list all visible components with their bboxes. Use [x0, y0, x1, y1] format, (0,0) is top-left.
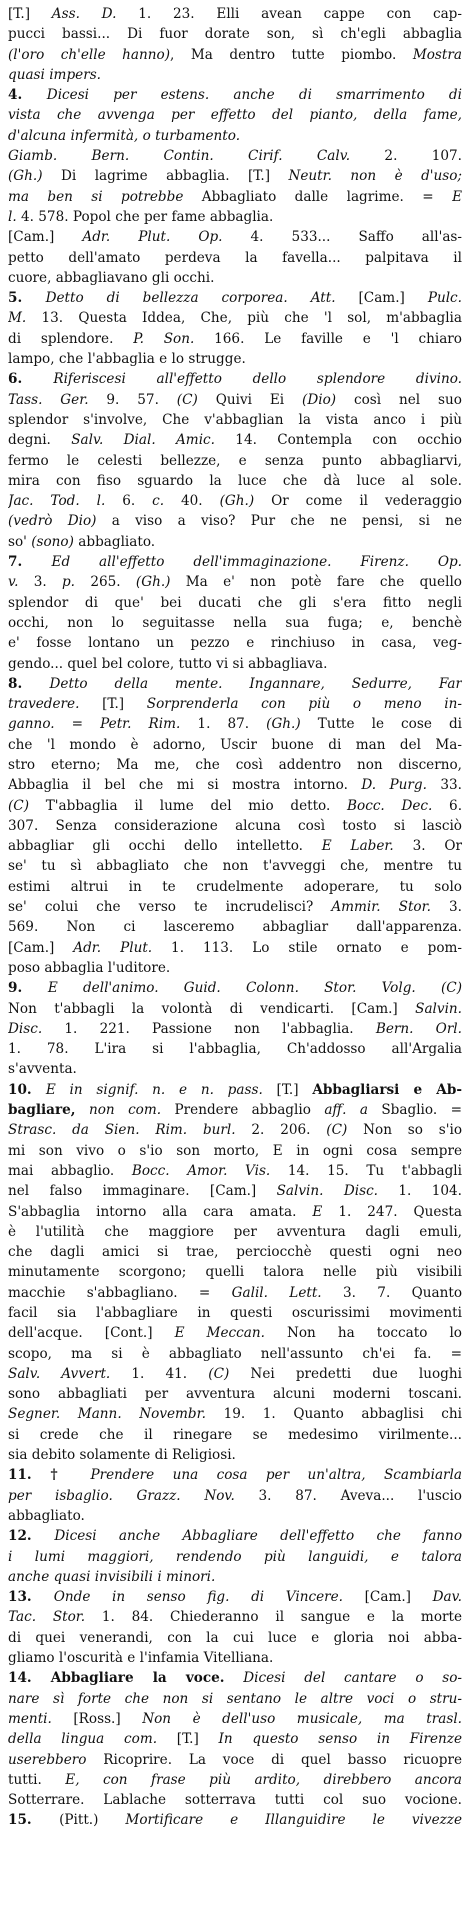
text-segment: anche quasi invisibili i minori. — [8, 1568, 216, 1585]
text-segment: Bocc. Dec. — [347, 797, 433, 814]
text-segment: Ammir. Stor. — [331, 899, 431, 916]
text-segment: se' colui che verso te incrudelisci? — [8, 899, 332, 916]
text-line — [8, 1120, 462, 1140]
text-segment: Petr. Rim. — [100, 716, 181, 733]
text-segment: Non t'abbagli la volontà di vendicarti. [Cam.] — [8, 1000, 416, 1017]
text-line — [8, 1100, 462, 1120]
text-line — [8, 248, 462, 268]
text-line — [8, 1039, 462, 1059]
text-segment: Mortificare e Illanguidire le vivezze — [125, 1812, 462, 1829]
text-line — [8, 714, 462, 734]
text-segment: abbagliato. — [8, 1507, 85, 1524]
text-segment: 15. — [8, 1812, 60, 1829]
text-segment: sono abbagliati per avventura alcuni moderni toscani. — [8, 1386, 462, 1403]
text-segment: P. Son. — [133, 330, 195, 347]
text-segment: travedere. — [8, 696, 80, 713]
text-segment: In questo senso in Firenze — [218, 1731, 462, 1748]
text-segment: (Gh.) — [8, 168, 43, 185]
text-segment: aff. a — [324, 1102, 368, 1119]
text-segment: 40. — [164, 493, 220, 510]
text-segment: 19. 1. Quanto abbaglisi chi — [205, 1406, 462, 1423]
text-segment: che dagli amici si trae, perciocchè questi ogni neo — [8, 1244, 462, 1261]
text-segment: E — [312, 1203, 323, 1220]
text-segment: (Gh.) — [266, 716, 301, 733]
text-segment: cuore, abbagliavano gli occhi. — [8, 269, 215, 286]
text-segment: (C) — [176, 391, 198, 408]
text-segment: Quivi Ei — [197, 391, 303, 408]
text-segment: (C) — [208, 1365, 230, 1382]
text-segment: 12. — [8, 1528, 55, 1545]
text-line — [8, 1465, 462, 1485]
text-segment: 10. — [8, 1081, 46, 1098]
text-segment: 1. 41. — [110, 1365, 209, 1382]
text-segment: Detto di bellezza corporea. Att. — [45, 290, 336, 307]
text-segment: se' tu sì abbagliato che non t'avveggi che, mentre tu — [8, 858, 462, 875]
text-line — [8, 349, 462, 369]
text-line — [8, 1648, 462, 1668]
text-segment: ganno. — [8, 716, 55, 733]
text-segment: nare sì forte che non si sentano le altre voci o stru- — [8, 1690, 462, 1707]
text-line — [8, 1425, 462, 1445]
text-line — [8, 1729, 462, 1749]
text-segment: Riferiscesi all'effetto dello splendore divino. — [53, 371, 462, 388]
text-segment: Galil. Lett. — [231, 1284, 322, 1301]
text-segment: 4. — [8, 87, 47, 104]
text-line — [8, 1283, 462, 1303]
text-segment: [Cam.] — [342, 1589, 433, 1606]
text-segment — [225, 1670, 244, 1686]
text-segment: 1. 104. — [378, 1183, 462, 1200]
text-line — [8, 796, 462, 816]
text-line — [8, 1059, 462, 1079]
text-segment: ma ben si potrebbe — [8, 188, 184, 205]
text-segment: 1. 23. Elli avean cappe con cap- — [116, 6, 462, 22]
text-segment: Sbaglio. = — [367, 1102, 462, 1119]
text-segment: 14. 15. Tu t'abbagli — [270, 1162, 462, 1179]
text-line — [8, 491, 462, 511]
text-line — [8, 816, 462, 836]
text-segment: 3. — [430, 899, 462, 916]
text-segment: stro eterno; Ma me, che così addentro non discerno, — [8, 756, 462, 773]
text-segment: mai abbaglio. — [8, 1162, 132, 1179]
text-line — [8, 694, 462, 714]
text-segment: S'abbaglia intorno alla cara amata. — [8, 1203, 313, 1220]
text-segment: 1. 113. Lo stile ornato e pom- — [152, 939, 462, 956]
text-line — [8, 1384, 462, 1404]
text-segment: 3. 7. Quanto — [321, 1284, 462, 1301]
text-segment: d'alcuna infermità, o turbamento. — [8, 127, 241, 144]
text-segment — [76, 1102, 89, 1118]
text-segment — [416, 980, 441, 996]
text-segment: E Laber. — [321, 838, 394, 855]
text-line — [8, 633, 462, 653]
text-line — [8, 1141, 462, 1161]
text-line — [8, 166, 462, 186]
text-line — [8, 1628, 462, 1648]
text-segment: pucci bassi... Di fuor dorate son, sì ch'egli abbaglia — [8, 26, 462, 43]
text-segment: Salvin. — [415, 1000, 462, 1017]
text-segment: Disc. — [8, 1020, 43, 1037]
text-line — [8, 1161, 462, 1181]
text-segment: sia debito solamente di Religiosi. — [8, 1447, 236, 1464]
text-segment: Bocc. Amor. Vis. — [131, 1162, 271, 1179]
text-segment: Non so s'io — [347, 1122, 462, 1139]
text-segment: fermo le celesti bellezze, e senza punto abbagliarvi, — [8, 452, 462, 469]
text-segment: [T.] — [79, 696, 147, 713]
text-line — [8, 1547, 462, 1567]
text-line — [8, 1019, 462, 1039]
text-segment: (sono) — [31, 533, 74, 550]
text-segment: (C) — [440, 980, 462, 997]
text-line — [8, 1587, 462, 1607]
text-segment: Ass. D. — [51, 6, 117, 22]
text-segment: Nei predetti due luoghi — [229, 1365, 462, 1382]
text-line — [8, 1242, 462, 1262]
text-segment: di splendore. — [8, 330, 134, 347]
text-segment: macchie s'abbagliano. = — [8, 1284, 232, 1301]
text-line — [8, 856, 462, 876]
text-segment: Detto della mente. Ingannare, Sedurre, Far — [49, 675, 462, 692]
text-line — [8, 451, 462, 471]
text-segment: i lumi maggiori, rendendo più languidi, e talora — [8, 1548, 462, 1565]
text-segment: Ed all'effetto dell'immaginazione. Firenz. Op. — [51, 554, 462, 571]
text-segment: 1. 221. Passione non l'abbaglia. — [42, 1020, 376, 1037]
text-segment: 33. — [426, 777, 462, 794]
text-segment: Neutr. non è d'uso; — [288, 168, 462, 185]
text-segment: 3. — [18, 574, 62, 591]
text-segment: petto dell'amato perdeva la favella... palpitava il — [8, 249, 462, 266]
text-line — [8, 572, 462, 592]
text-segment: e' fosse lontano un pezzo e rinchiuso in casa, veg- — [8, 635, 462, 652]
text-segment: occhi, non lo seguitasse nella sua fuga; e, benchè — [8, 614, 462, 631]
text-segment: [T.] — [8, 6, 52, 22]
text-segment: Pulc. — [427, 290, 462, 307]
text-segment: 3. 87. Aveva... l'uscio — [234, 1487, 462, 1504]
text-segment: 8. — [8, 675, 50, 692]
text-segment: so' — [8, 533, 32, 550]
text-segment: si crede che il rinegare se medesimo virilmente... — [8, 1426, 462, 1443]
text-segment: Adr. Plut. Op. — [82, 229, 223, 246]
text-segment: 1. 84. Chiederanno il sangue e la morte — [85, 1609, 462, 1626]
text-segment: Jac. Tod. l. — [8, 493, 106, 510]
text-line — [8, 999, 462, 1019]
text-line — [8, 45, 462, 65]
text-segment: Sorprenderla con più o meno in- — [146, 696, 462, 713]
text-segment: lampo, che l'abbaglia e lo strugge. — [8, 351, 246, 368]
text-segment: c. — [152, 493, 165, 510]
text-segment: Di lagrime abbaglia. [T.] — [42, 168, 289, 185]
text-segment: poso abbaglia l'uditore. — [8, 959, 171, 976]
text-line — [8, 532, 462, 552]
text-segment: 2. 107. — [350, 148, 462, 165]
text-segment: Abbagliarsi e Ab- — [312, 1081, 462, 1098]
text-segment: = — [54, 716, 101, 733]
text-segment: E dell'animo. Guid. Colonn. Stor. Volg. — [47, 980, 416, 997]
text-line — [8, 1445, 462, 1465]
text-line — [8, 207, 462, 227]
text-segment: è l'utilità che maggiore per avventura dagli emuli, — [8, 1223, 462, 1240]
text-line — [8, 1303, 462, 1323]
text-line — [8, 187, 462, 207]
text-segment: v. — [8, 574, 19, 591]
text-segment: (C) — [8, 797, 30, 814]
text-segment: (Pitt.) — [59, 1812, 126, 1829]
text-line — [8, 1181, 462, 1201]
text-line — [8, 227, 462, 247]
text-segment: s'avventa. — [8, 1061, 77, 1078]
text-segment: 1. 78. L'ira si l'abbaglia, Ch'addosso all'Argalia — [8, 1041, 462, 1058]
text-line — [8, 613, 462, 633]
text-line — [8, 755, 462, 775]
text-line — [8, 917, 462, 937]
text-segment: non com. — [88, 1102, 162, 1119]
text-line — [8, 511, 462, 531]
text-line — [8, 105, 462, 125]
text-segment: Salv. Avvert. — [8, 1365, 111, 1382]
text-line — [8, 24, 462, 44]
text-segment: della lingua com. — [8, 1731, 158, 1748]
text-segment: Non ha toccato lo — [264, 1325, 462, 1342]
text-segment: vista che avvenga per effetto del pianto, della fame, — [8, 107, 462, 124]
text-segment: Ma e' non potè fare che quello — [170, 574, 462, 591]
text-segment: Adr. Plut. — [73, 939, 153, 956]
text-line — [8, 369, 462, 389]
text-line — [8, 978, 462, 998]
text-segment: l. — [8, 208, 17, 225]
text-segment: abbagliar gli occhi dello intelletto. — [8, 838, 322, 855]
text-segment: quasi impers. — [8, 66, 101, 83]
text-segment: Mostra — [412, 46, 462, 63]
text-segment: Tutte le cose di — [300, 716, 462, 733]
text-line — [8, 735, 462, 755]
text-segment: mira con fiso sguardo la luce che dà luce al sole. — [8, 472, 462, 489]
text-segment: [Cam.] — [8, 939, 74, 956]
text-segment: 1. 87. — [180, 716, 267, 733]
text-segment: Onde in senso fig. di Vincere. — [53, 1589, 343, 1606]
text-segment: Salvin. Disc. — [276, 1183, 379, 1200]
text-line — [8, 938, 462, 958]
text-line — [8, 4, 462, 24]
text-line — [8, 877, 462, 897]
text-line — [8, 1810, 462, 1830]
text-segment: E — [452, 188, 462, 205]
text-segment: Dicesi per estens. anche di smarrimento di — [46, 87, 462, 104]
text-line — [8, 654, 462, 674]
text-line — [8, 146, 462, 166]
text-line — [8, 1080, 462, 1100]
text-segment: Salv. Dial. Amic. — [71, 432, 215, 449]
text-segment: che 'l mondo è adorno, Uscir buone di man del Ma- — [8, 736, 462, 753]
text-segment: M. — [8, 310, 27, 327]
text-segment: [Ross.] — [51, 1710, 143, 1727]
text-segment: , Ma dentro tutte piombo. — [170, 46, 413, 63]
text-segment: Abbagliato dalle lagrime. = — [183, 188, 453, 205]
text-segment: 13. Questa Iddea, Che, più che 'l sol, m'abbaglia — [26, 310, 462, 327]
text-segment: [T.] — [157, 1731, 219, 1748]
text-segment: 3. Or — [393, 838, 462, 855]
text-segment: così nel suo — [336, 391, 462, 408]
text-segment: p. — [61, 574, 76, 591]
text-segment: 7. — [8, 554, 52, 571]
text-segment: Dicesi del cantare o so- — [243, 1670, 462, 1687]
text-line — [8, 1668, 462, 1688]
text-segment: estimi altrui in te crudelmente adoperare, tu solo — [8, 878, 462, 895]
text-segment: (l'oro ch'elle hanno) — [8, 46, 171, 63]
text-line — [8, 552, 462, 572]
text-segment: (C) — [326, 1122, 348, 1139]
text-segment: 6. — [8, 371, 54, 388]
text-line — [8, 410, 462, 430]
text-line — [8, 268, 462, 288]
text-segment: (Dio) — [302, 391, 337, 408]
text-line — [8, 775, 462, 795]
text-segment: (vedrò Dio) — [8, 513, 97, 530]
text-segment: Bern. Orl. — [375, 1020, 462, 1037]
text-line — [8, 1222, 462, 1242]
text-segment: bagliare, — [8, 1102, 76, 1119]
text-line — [8, 836, 462, 856]
text-segment: [T.] — [262, 1081, 313, 1098]
text-line — [8, 308, 462, 328]
text-segment: facil sia l'abbagliare in questi oscurissimi movimenti — [8, 1305, 462, 1321]
text-line — [8, 1506, 462, 1526]
text-segment: E, con frase più ardito, direbbero ancora — [65, 1771, 462, 1788]
text-line — [8, 674, 462, 694]
text-segment: E Meccan. — [174, 1325, 265, 1342]
text-segment: 569. Non ci lasceremo abbagliar dall'apparenza. — [8, 919, 462, 936]
text-segment: 9. — [8, 980, 48, 997]
text-segment: Dav. — [432, 1589, 462, 1606]
text-segment: per isbaglio. Grazz. Nov. — [8, 1487, 235, 1504]
text-line — [8, 1689, 462, 1709]
text-segment: nel falso immaginare. [Cam.] — [8, 1183, 277, 1200]
text-segment: abbagliato. — [73, 533, 156, 550]
text-segment: Sotterrare. Lablache sotterrava tutti col suo vocione. — [8, 1792, 462, 1809]
text-segment: mi son vivo o s'io son morto, E in ogni cosa sempre — [8, 1142, 462, 1159]
text-line — [8, 1262, 462, 1282]
text-segment: 11. † — [8, 1467, 91, 1484]
text-line — [8, 1344, 462, 1364]
text-segment: 6. — [105, 493, 153, 510]
text-line — [8, 1486, 462, 1506]
text-line — [8, 471, 462, 491]
text-line — [8, 958, 462, 978]
text-segment: Ricoprire. La voce di quel basso ricuopre — [86, 1751, 462, 1768]
text-segment: (Gh.) — [135, 574, 171, 591]
text-line — [8, 1607, 462, 1627]
text-segment: gliamo l'oscurità e l'infamia Vitelliana. — [8, 1650, 274, 1667]
text-segment: Tass. Ger. — [8, 391, 89, 408]
text-line — [8, 126, 462, 146]
text-segment: 14. Contempla con occhio — [214, 432, 462, 449]
text-line — [8, 1404, 462, 1424]
text-line — [8, 897, 462, 917]
text-line — [8, 329, 462, 349]
text-line — [8, 1750, 462, 1770]
text-segment: Prendere una cosa per un'altra, Scambiarla — [90, 1467, 462, 1484]
text-segment: 2. 206. — [235, 1122, 327, 1139]
text-segment: E in signif. n. e n. pass. — [45, 1081, 263, 1098]
text-segment: 265. — [75, 574, 136, 591]
text-segment: 4. 578. Popol che per fame abbaglia. — [16, 208, 274, 225]
text-segment: scopo, ma si è abbagliato nell'assunto ch'ei fa. = — [8, 1345, 462, 1362]
text-segment: Giamb. Bern. Contin. Cirif. Calv. — [8, 148, 351, 165]
text-line — [8, 1202, 462, 1222]
text-segment: Tac. Stor. — [8, 1609, 86, 1626]
text-segment: 4. 533... Saffo all'as- — [222, 229, 462, 246]
text-segment: 307. Senza considerazione alcuna così tosto si lasciò — [8, 817, 462, 834]
text-segment: [Cam.] — [8, 229, 83, 246]
text-segment: Segner. Mann. Novembr. — [8, 1406, 206, 1423]
text-segment: degni. — [8, 432, 72, 449]
text-segment: Non è dell'uso musicale, ma trasl. — [142, 1710, 462, 1727]
text-line — [8, 1323, 462, 1343]
text-segment: Prendere abbaglio — [161, 1102, 325, 1119]
text-segment: 9. 57. — [88, 391, 177, 408]
text-segment: 6. — [432, 797, 462, 814]
text-line — [8, 288, 462, 308]
text-segment: tutti. — [8, 1771, 66, 1788]
text-line — [8, 1770, 462, 1790]
text-segment: [Cam.] — [335, 290, 428, 307]
text-segment: 5. — [8, 290, 46, 307]
text-segment: menti. — [8, 1710, 52, 1727]
text-line — [8, 430, 462, 450]
text-line — [8, 1790, 462, 1810]
text-segment: 1. 247. Questa — [322, 1203, 462, 1220]
text-line — [8, 593, 462, 613]
text-segment: 166. Le faville e 'l chiaro — [194, 330, 462, 347]
text-segment: minutamente scorgono; quelli talora nelle più visibili — [8, 1264, 462, 1281]
text-segment: splendor di que' bei ducati che gli s'era fitto negli — [8, 594, 462, 611]
text-line — [8, 65, 462, 85]
text-segment: userebbero — [8, 1751, 87, 1768]
text-segment: dell'acque. [Cont.] — [8, 1325, 175, 1342]
text-line — [8, 1709, 462, 1729]
text-segment: (Gh.) — [219, 493, 255, 510]
text-line — [8, 1567, 462, 1587]
text-segment: 14. Abbagliare la voce. — [8, 1670, 225, 1687]
text-segment: 13. — [8, 1589, 54, 1606]
text-segment: di quei venerandi, con la cui luce e gloria noi abba- — [8, 1629, 462, 1646]
text-line — [8, 390, 462, 410]
text-segment: splendor s'involve, Che v'abbaglian la vista anco i più — [8, 411, 462, 428]
text-segment: Dicesi anche Abbagliare dell'effetto che fanno — [54, 1528, 462, 1545]
text-segment: Abbaglia il bel che mi si mostra intorno. — [8, 777, 362, 794]
text-segment: gendo... quel bel colore, tutto vi si abbagliava. — [8, 655, 328, 672]
text-segment: Strasc. da Sien. Rim. burl. — [8, 1122, 236, 1139]
text-line — [8, 1526, 462, 1546]
text-segment: D. Purg. — [361, 777, 427, 794]
text-segment: Or come il vederaggio — [254, 493, 462, 510]
text-segment: T'abbaglia il lume del mio detto. — [29, 797, 348, 814]
text-line — [8, 85, 462, 105]
text-line — [8, 1364, 462, 1384]
text-segment: a viso a viso? Pur che ne pensi, si ne — [96, 513, 462, 530]
